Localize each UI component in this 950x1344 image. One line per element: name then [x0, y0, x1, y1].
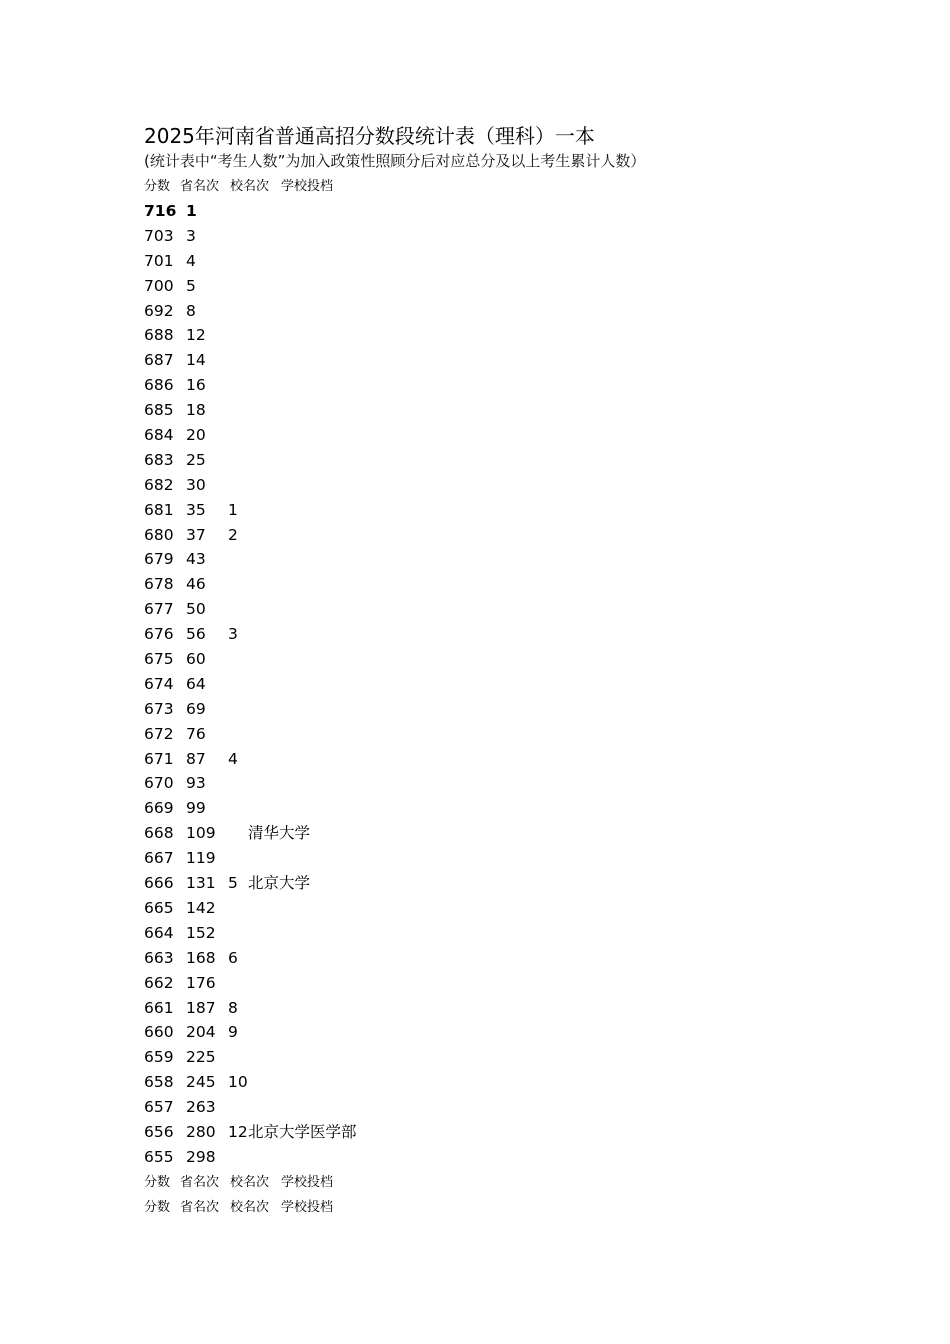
header-school: 学校投档: [281, 1174, 334, 1190]
cell-score: 670: [144, 774, 174, 793]
cell-score: 684: [144, 426, 174, 445]
cell-school-rank: 3: [228, 625, 238, 644]
table-row: [144, 821, 904, 846]
cell-province-rank: 99: [186, 799, 206, 818]
table-row: [144, 996, 904, 1021]
table-row: [144, 224, 904, 249]
cell-score: 656: [144, 1122, 174, 1141]
cell-score: 703: [144, 226, 174, 245]
cell-score: 665: [144, 898, 174, 917]
header-province-rank: 省名次: [180, 179, 220, 194]
table-row: [144, 274, 904, 299]
cell-province-rank: 8: [186, 301, 196, 320]
table-row: [144, 971, 904, 996]
cell-score: 663: [144, 948, 174, 967]
cell-school-rank: 6: [228, 948, 238, 967]
header-school-rank: 校名次: [230, 179, 270, 194]
cell-province-rank: 119: [186, 849, 216, 868]
table-row: [144, 323, 904, 348]
header-score: 分数: [144, 1199, 171, 1215]
cell-score: 671: [144, 749, 174, 768]
cell-province-rank: 12: [186, 326, 206, 345]
cell-province-rank: 109: [186, 824, 216, 843]
cell-province-rank: 204: [186, 1023, 216, 1042]
cell-province-rank: 152: [186, 923, 216, 942]
table-row: [144, 348, 904, 373]
cell-province-rank: 16: [186, 376, 206, 395]
document-subtitle: (统计表中“考生人数”为加入政策性照顾分后对应总分及以上考生累计人数）: [144, 152, 646, 170]
repeated-table-header: [144, 1170, 904, 1195]
cell-province-rank: 187: [186, 998, 216, 1017]
cell-province-rank: 5: [186, 276, 196, 295]
table-row: [144, 597, 904, 622]
cell-score: 678: [144, 575, 174, 594]
table-row: [144, 299, 904, 324]
cell-score: 680: [144, 525, 174, 544]
document-page: [144, 122, 904, 1220]
cell-score: 669: [144, 799, 174, 818]
cell-score: 716: [144, 202, 177, 220]
cell-score: 676: [144, 625, 174, 644]
cell-score: 657: [144, 1098, 174, 1117]
cell-province-rank: 263: [186, 1098, 216, 1117]
cell-score: 688: [144, 326, 174, 345]
cell-score: 682: [144, 475, 174, 494]
cell-score: 659: [144, 1048, 174, 1067]
header-school: 学校投档: [281, 179, 334, 194]
cell-score: 673: [144, 699, 174, 718]
cell-province-rank: 37: [186, 525, 206, 544]
table-row: [144, 547, 904, 572]
cell-province-rank: 46: [186, 575, 206, 594]
repeated-headers: [144, 1170, 904, 1220]
cell-score: 674: [144, 674, 174, 693]
cell-province-rank: 64: [186, 674, 206, 693]
table-row: [144, 423, 904, 448]
cell-score: 658: [144, 1073, 174, 1092]
cell-province-rank: 43: [186, 550, 206, 569]
cell-province-rank: 142: [186, 898, 216, 917]
header-score: 分数: [144, 1174, 171, 1190]
cell-province-rank: 69: [186, 699, 206, 718]
cell-score: 666: [144, 874, 174, 893]
cell-score: 672: [144, 724, 174, 743]
cell-school-rank: 8: [228, 998, 238, 1017]
cell-school-rank: 12: [228, 1122, 248, 1141]
cell-province-rank: 35: [186, 500, 206, 519]
cell-province-rank: 20: [186, 426, 206, 445]
cell-school-rank: 4: [228, 749, 238, 768]
cell-score: 700: [144, 276, 174, 295]
cell-score: 701: [144, 251, 174, 270]
cell-score: 677: [144, 600, 174, 619]
cell-school-rank: 9: [228, 1023, 238, 1042]
table-row: [144, 672, 904, 697]
table-row: [144, 199, 904, 224]
cell-score: 686: [144, 376, 174, 395]
cell-province-rank: 14: [186, 351, 206, 370]
table-row: [144, 1095, 904, 1120]
table-row: [144, 697, 904, 722]
table-row: [144, 647, 904, 672]
score-table-body: [144, 199, 904, 1170]
table-row: [144, 249, 904, 274]
table-row: [144, 896, 904, 921]
cell-score: 662: [144, 973, 174, 992]
cell-province-rank: 4: [186, 251, 196, 270]
table-row: [144, 373, 904, 398]
cell-score: 687: [144, 351, 174, 370]
cell-score: 664: [144, 923, 174, 942]
cell-province-rank: 168: [186, 948, 216, 967]
table-row: [144, 572, 904, 597]
cell-province-rank: 18: [186, 401, 206, 420]
cell-school: 北京大学: [248, 874, 311, 893]
table-row: [144, 1070, 904, 1095]
cell-province-rank: 225: [186, 1048, 216, 1067]
cell-province-rank: 93: [186, 774, 206, 793]
cell-province-rank: 25: [186, 450, 206, 469]
cell-province-rank: 245: [186, 1073, 216, 1092]
cell-province-rank: 30: [186, 475, 206, 494]
cell-province-rank: 56: [186, 625, 206, 644]
cell-score: 661: [144, 998, 174, 1017]
cell-score: 667: [144, 849, 174, 868]
repeated-table-header: [144, 1195, 904, 1220]
table-header: [144, 174, 904, 199]
table-row: [144, 946, 904, 971]
cell-score: 681: [144, 500, 174, 519]
table-row: [144, 1020, 904, 1045]
cell-province-rank: 76: [186, 724, 206, 743]
cell-province-rank: 87: [186, 749, 206, 768]
header-province-rank: 省名次: [180, 1199, 220, 1215]
cell-score: 668: [144, 824, 174, 843]
cell-score: 685: [144, 401, 174, 420]
cell-province-rank: 298: [186, 1147, 216, 1166]
table-row: [144, 622, 904, 647]
table-row: [144, 771, 904, 796]
header-school-rank: 校名次: [230, 1199, 270, 1215]
cell-province-rank: 1: [186, 202, 197, 220]
table-row: [144, 448, 904, 473]
table-row: [144, 846, 904, 871]
cell-school: 北京大学医学部: [248, 1122, 357, 1141]
cell-school-rank: 5: [228, 874, 238, 893]
table-row: [144, 473, 904, 498]
table-row: [144, 1120, 904, 1145]
table-row: [144, 1045, 904, 1070]
table-row: [144, 871, 904, 896]
cell-province-rank: 131: [186, 874, 216, 893]
cell-score: 660: [144, 1023, 174, 1042]
cell-province-rank: 280: [186, 1122, 216, 1141]
table-row: [144, 1145, 904, 1170]
table-row: [144, 921, 904, 946]
cell-score: 679: [144, 550, 174, 569]
table-row: [144, 398, 904, 423]
table-row: [144, 796, 904, 821]
header-school-rank: 校名次: [230, 1174, 270, 1190]
cell-school-rank: 10: [228, 1073, 248, 1092]
table-row: [144, 498, 904, 523]
cell-province-rank: 50: [186, 600, 206, 619]
cell-province-rank: 3: [186, 226, 196, 245]
header-score: 分数: [144, 179, 171, 194]
cell-score: 683: [144, 450, 174, 469]
table-row: [144, 747, 904, 772]
cell-score: 655: [144, 1147, 174, 1166]
cell-province-rank: 176: [186, 973, 216, 992]
cell-school: 清华大学: [248, 824, 311, 843]
cell-score: 675: [144, 650, 174, 669]
table-row: [144, 722, 904, 747]
header-school: 学校投档: [281, 1199, 334, 1215]
cell-school-rank: 2: [228, 525, 238, 544]
cell-school-rank: 1: [228, 500, 238, 519]
document-title: 2025年河南省普通高招分数段统计表（理科）一本: [144, 124, 595, 148]
cell-score: 692: [144, 301, 174, 320]
cell-province-rank: 60: [186, 650, 206, 669]
table-row: [144, 523, 904, 548]
header-province-rank: 省名次: [180, 1174, 220, 1190]
